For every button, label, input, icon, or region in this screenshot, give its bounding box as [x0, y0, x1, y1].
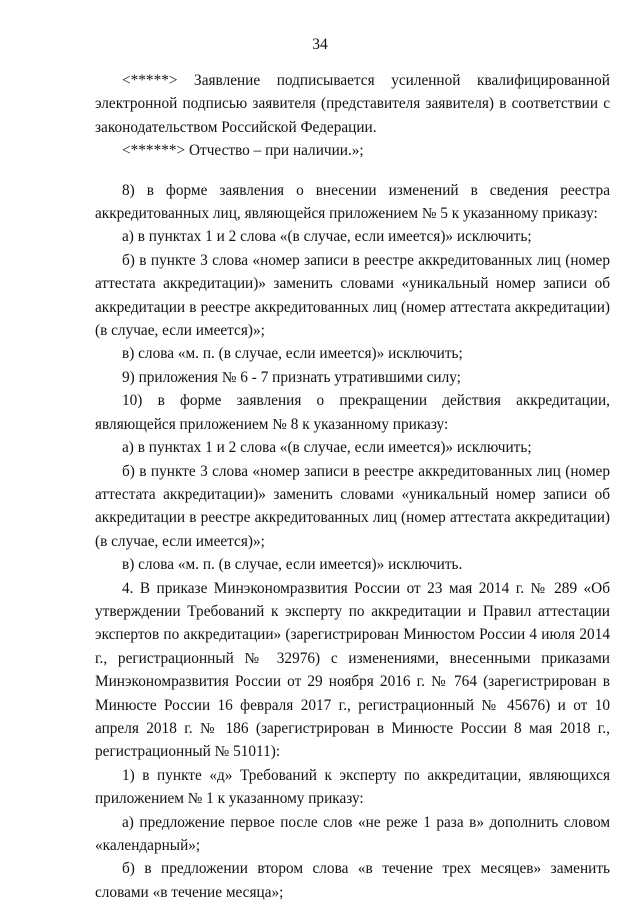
paragraph-item-1a: а) предложение первое после слов «не реже 1 раза в» дополнить словом «календарный»; — [95, 813, 610, 854]
paragraph-section-4: 4. В приказе Минэкономразвития России от 23 мая 2014 г. № 289 «Об утверждении Требований к эксперту по аккредитации и Правил аттестации экспертов по аккредитации» (зарегистрирован Минюстом России 4 июля 2014 г., регистрационный № 32976) с изменениями, внесенными приказами Минэкономразвития России от 29 ноября 2016 г. № 764 (зарегистрирован в Минюсте России 16 февраля 2017 г., регистрационный № 45676) и от 10 апреля 2018 г. № 186 (зарегистрирован в Минюсте России 8 мая 2018 г., регистрационный № 51011): — [95, 579, 610, 761]
paragraph-item-1: 1) в пункте «д» Требований к эксперту по аккредитации, являющихся приложением № 1 к указанному приказу: — [95, 766, 610, 808]
paragraph-item-1b: б) в предложении втором слова «в течение трех месяцев» заменить словами «в течение месяца»; — [95, 860, 610, 901]
paragraph-item-9: 9) приложения № 6 - 7 признать утратившими силу; — [122, 368, 461, 386]
paragraph-item-8a: а) в пунктах 1 и 2 слова «(в случае, если имеется)» исключить; — [122, 228, 532, 246]
document-body — [95, 69, 610, 904]
footnote-signature: <*****> Заявление подписывается усиленной квалифицированной электронной подписью заявителя (представителя заявителя) в соответствии с законодательством Российской Федерации. — [95, 72, 610, 136]
paragraph-item-10: 10) в форме заявления о прекращении действия аккредитации, являющейся приложением № 8 к указанному приказу: — [95, 392, 610, 433]
paragraph-item-8c: в) слова «м. п. (в случае, если имеется)» исключить; — [122, 345, 463, 363]
paragraph-item-10a: а) в пунктах 1 и 2 слова «(в случае, если имеется)» исключить; — [122, 439, 532, 457]
paragraph-gap — [95, 163, 610, 179]
paragraph-item-8b: б) в пункте 3 слова «номер записи в реестре аккредитованных лиц (номер аттестата аккредитации)» заменить словами «уникальный номер записи об аккредитации в реестре аккредитованных лиц (номер аттестата аккредитации) (в случае, если имеется)»; — [95, 251, 610, 340]
paragraph-item-10b: б) в пункте 3 слова «номер записи в реестре аккредитованных лиц (номер аттестата аккредитации)» заменить словами «уникальный номер записи об аккредитации в реестре аккредитованных лиц (номер аттестата аккредитации) (в случае, если имеется)»; — [95, 462, 610, 550]
page-number: 34 — [312, 36, 328, 53]
paragraph-item-10c: в) слова «м. п. (в случае, если имеется)» исключить. — [122, 556, 463, 574]
footnote-patronymic: <******> Отчество – при наличии.»; — [122, 142, 364, 160]
paragraph-item-8: 8) в форме заявления о внесении изменений в сведения реестра аккредитованных лиц, являющейся приложением № 5 к указанному приказу: — [95, 181, 610, 223]
